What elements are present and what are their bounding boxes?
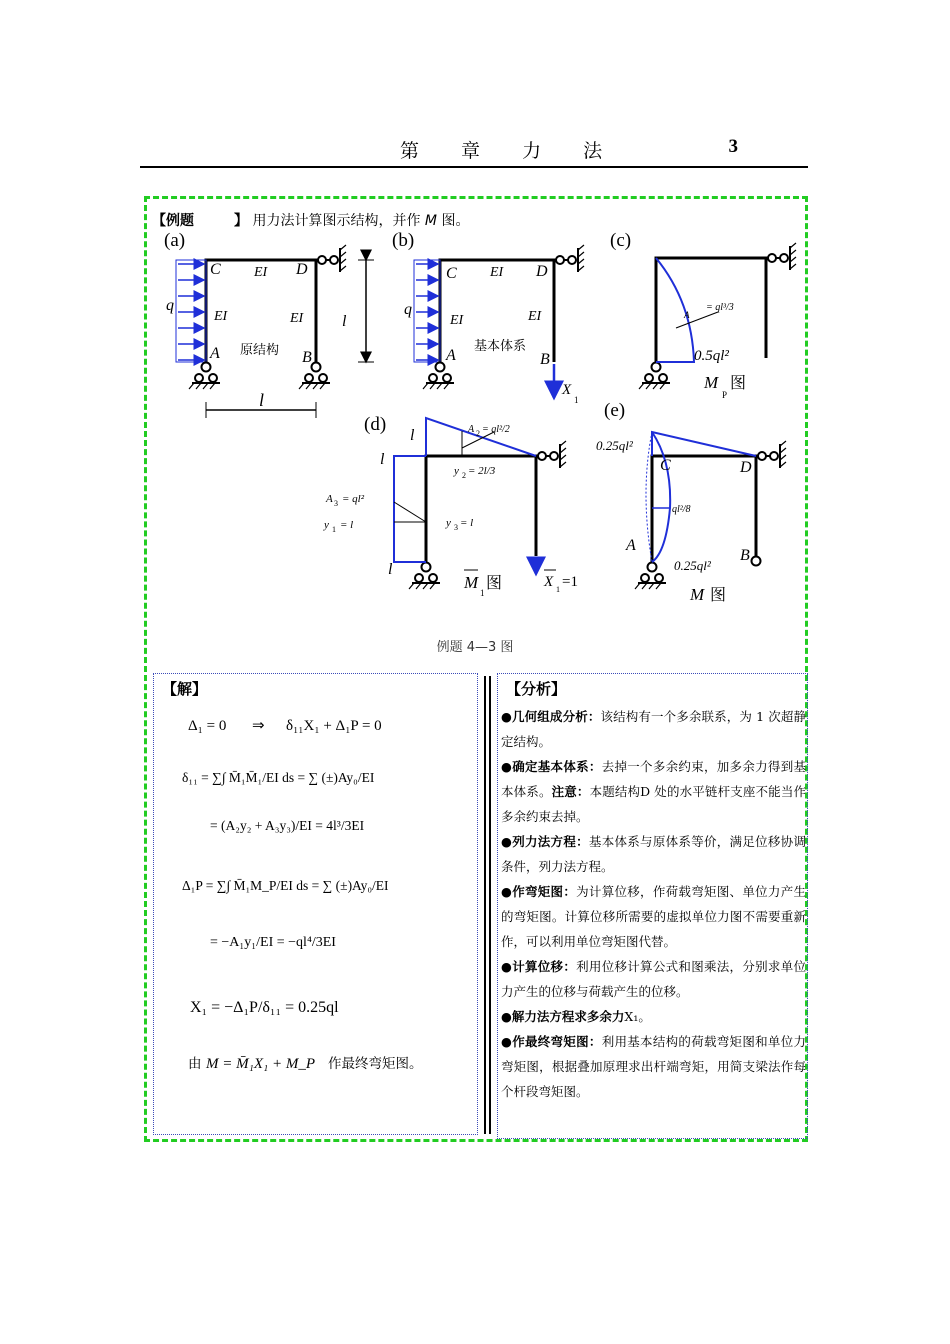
label-d-y1-sub: 1 [332, 525, 336, 534]
analysis-list [501, 704, 806, 1104]
label-e-bottom: 0.25ql² [674, 558, 711, 573]
eq-delta11-result: = (A₂y₂ + A₃y₃)/EI = 4l³/3EI [210, 818, 365, 833]
solution-heading: 【解】 [162, 680, 208, 698]
page-header [140, 132, 808, 168]
label-e-B: B [740, 547, 750, 564]
example-bracket-open: 【例题 [152, 213, 194, 229]
analysis-item: ●解力法方程求多余力X₁。 [501, 1009, 651, 1024]
label-a-EI-left: EI [214, 309, 228, 324]
analysis-item: ●确定基本体系：去掉一个多余约束，加多余力得到基本体系。注意：本题结构D 处的水平链杆支座不能当作多余约束去掉。 [501, 759, 806, 824]
example-prompt-var: M [424, 213, 437, 229]
label-c-half-ql2: 0.5ql² [694, 348, 729, 364]
eq-delta1p-result: = −A₁y₁/EI = −ql⁴/3EI [210, 935, 336, 950]
label-d-tu: 图 [486, 573, 503, 592]
label-original: 原结构 [240, 343, 280, 358]
eq-delta1p: Δ₁P = ∑∫ M̄₁M_P/EI ds = ∑ (±)Ay₀/EI [182, 878, 389, 893]
label-c-tu: 图 [730, 373, 747, 392]
label-b-EI-right: EI [528, 309, 542, 324]
analysis-item: ●列力法方程：基本体系与原体系等价，满足位移协调条件，列力法方程。 [501, 834, 806, 874]
label-a-EI-right: EI [290, 311, 304, 326]
label-d-y3: y [446, 517, 451, 529]
solution-math [160, 700, 475, 1100]
example-bracket-close: 】 [234, 213, 248, 229]
label-c-P: P [722, 390, 728, 400]
label-d-y3-sub: 3 [454, 523, 458, 532]
figure-caption: 例题 4—3 图 [436, 640, 514, 655]
analysis-item: ●作最终弯矩图：利用基本结构的荷载弯矩图和单位力弯矩图，根据叠加原理求出杆端弯矩，用简支梁法作每个杆段弯矩图。 [501, 1034, 806, 1099]
label-b-C: C [446, 265, 457, 282]
final-suffix: 作最终弯矩图。 [328, 1056, 423, 1072]
label-d-y1: y [324, 519, 329, 531]
label-d-y1-value: = l [340, 519, 354, 531]
example-prompt: 用力法计算图示结构，并作 [252, 213, 425, 229]
label-a-A: A [210, 345, 220, 362]
eq-x1: X₁ = −Δ₁P/δ₁₁ = 0.25ql [190, 999, 339, 1016]
label-a-EI-beam: EI [254, 265, 268, 280]
label-d-l-bottom: l [388, 561, 393, 578]
label-d-A2-sub: 2 [476, 429, 480, 438]
label-b-q: q [404, 301, 412, 318]
label-d-l-top: l [410, 427, 415, 444]
label-d-A3-value: = ql² [342, 493, 365, 505]
label-e-M: M [690, 585, 705, 604]
label-c-A1-value: = ql³/3 [706, 302, 734, 313]
label-d-X1-sub: 1 [556, 585, 560, 594]
label-d: (d) [364, 414, 387, 435]
analysis-item: ●几何组成分析：该结构有一个多余联系，为 1 次超静定结构。 [501, 709, 806, 749]
figure-c [610, 230, 796, 400]
label-b-D: D [536, 263, 548, 280]
figure-b [392, 230, 584, 405]
figure-a [164, 230, 374, 418]
label-e-C: C [660, 457, 671, 474]
label-e-D: D [740, 459, 752, 476]
analysis-item: ●计算位移：利用位移计算公式和图乘法，分别求单位力产生的位移与荷载产生的位移。 [501, 959, 806, 999]
label-d-X1: X [544, 574, 554, 590]
label-c-A1: A [684, 310, 690, 320]
label-a-B: B [302, 349, 312, 366]
label-d-y3-value: = l [460, 517, 474, 529]
label-a-l-vertical: l [342, 313, 347, 330]
label-d-A3-sub: 3 [334, 499, 338, 508]
label-d-A3: A [326, 493, 333, 505]
page-number: 3 [728, 136, 738, 157]
label-c-M: M [704, 373, 719, 392]
analysis-heading: 【分析】 [506, 680, 567, 698]
eq-force-equation: δ₁₁X₁ + Δ₁P = 0 [286, 718, 382, 734]
eq-arrow: ⇒ [252, 718, 265, 734]
label-c: (c) [610, 230, 632, 251]
label-e: (e) [604, 400, 626, 421]
label-b-B: B [540, 351, 550, 368]
chapter-title: 第 章 力 法 [400, 140, 621, 162]
eq-delta11: δ₁₁ = ∑∫ M̄₁M̄₁/EI ds = ∑ (±)Ay₀/EI [182, 770, 375, 785]
final-prefix: 由 [188, 1056, 202, 1072]
label-d-y2-sub: 2 [462, 471, 466, 480]
label-e-top: 0.25ql² [596, 438, 633, 453]
eq-delta1: Δ₁ = 0 [188, 718, 227, 734]
example-prompt-suffix: 图。 [437, 213, 470, 229]
label-a-C: C [210, 261, 221, 278]
final-formula: M = M̄₁X₁ + M_P [206, 1056, 315, 1072]
label-d-y2-value: = 2l/3 [468, 465, 496, 477]
label-b: (b) [392, 230, 415, 251]
label-b-X1: X [562, 382, 572, 398]
label-a: (a) [164, 230, 186, 251]
label-a-q: q [166, 297, 174, 314]
divider-line-left [484, 676, 486, 1134]
analysis-item: ●作弯矩图：为计算位移，作荷载弯矩图、单位力产生的弯矩图。计算位移所需要的虚拟单位力图不需要重新作，可以利用单位弯矩图代替。 [501, 884, 806, 949]
label-b-A: A [446, 347, 456, 364]
label-d-l-left: l [380, 451, 385, 468]
label-b-EI-left: EI [450, 313, 464, 328]
label-d-M1: M [464, 573, 479, 592]
label-e-A: A [626, 537, 636, 554]
divider-line-right [489, 676, 491, 1134]
label-d-y2: y [454, 465, 459, 477]
figure-e [596, 400, 786, 604]
label-e-tu: 图 [710, 585, 727, 604]
label-b-EI-beam: EI [490, 265, 504, 280]
structure-figure [144, 222, 808, 622]
label-a-D: D [296, 261, 308, 278]
label-d-A2-value: = ql²/2 [482, 424, 510, 435]
label-a-l-horizontal: l [259, 390, 265, 410]
label-d-M1-sub: 1 [480, 588, 485, 598]
label-b-X1-sub: 1 [574, 395, 579, 405]
label-basic: 基本体系 [474, 339, 527, 354]
label-d-A2: A [468, 424, 475, 435]
figure-d [323, 414, 578, 598]
label-e-mid: ql²/8 [672, 504, 691, 515]
label-d-X1-eq: =1 [562, 574, 578, 590]
